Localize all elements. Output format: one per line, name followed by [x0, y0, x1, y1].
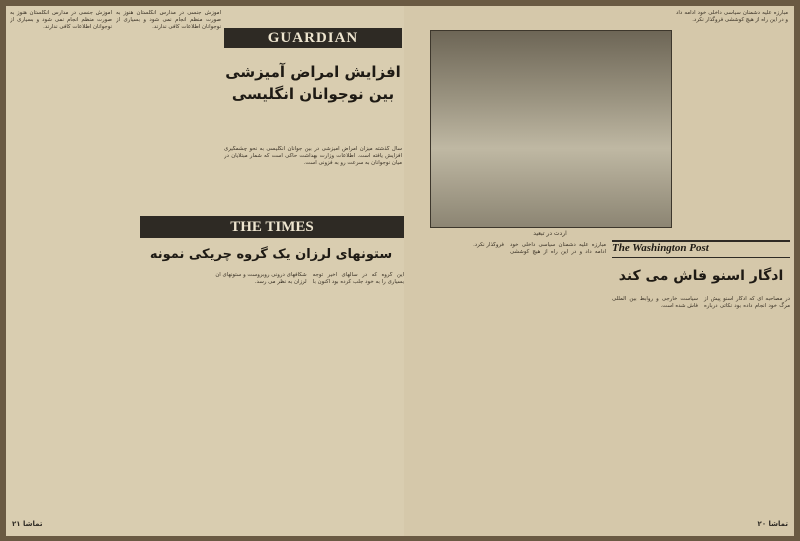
washington-post-masthead: The Washington Post: [612, 240, 790, 258]
guardian-masthead: GUARDIAN: [224, 28, 402, 48]
left-page: [6, 6, 404, 536]
washington-post-headline: ادگار اسنو فاش می کند: [618, 268, 784, 284]
magazine-logo: تماشا: [768, 520, 788, 528]
sidebar-column: آموزش جنسی در مدارس انگلستان هنوز به صورت منظم انجام نمی شود و بسیاری از نوجوانان اطلاعات کافی ندارند.: [116, 10, 221, 30]
guardian-body: سال گذشته میزان امراض آمیزشی در بین جوانان انگلیسی به نحو چشمگیری افزایش یافته است. اطلاعات وزارت بهداشت حاکی است که شمار مبتلایان در میان نوجوانان به سرعت رو به فزونی است.: [224, 146, 402, 166]
left-column: آموزش جنسی در مدارس انگلستان هنوز به صورت منظم انجام نمی شود و بسیاری از نوجوانان اطلاعات کافی ندارند.: [10, 10, 112, 30]
headline-line-2: بین نوجوانان انگلیسی: [231, 85, 395, 103]
right-page: [404, 6, 794, 536]
magazine-logo: تماشا: [22, 520, 43, 528]
page-number: ۲۰: [757, 520, 767, 528]
family-photo: [430, 30, 672, 228]
article-continuation: مبارزه علیه دشمنان سیاسی داخلی خود ادامه داد و در این راه از هیچ کوششی فروگذار نکرد.: [473, 242, 606, 255]
left-page-footer: [12, 520, 42, 528]
right-column: مبارزه علیه دشمنان سیاسی داخلی خود ادامه داد و در این راه از هیچ کوششی فروگذار نکرد.: [676, 10, 788, 23]
times-masthead: THE TIMES: [140, 216, 404, 238]
photo-caption: اردت در تبعید: [533, 230, 567, 237]
times-headline: ستونهای لرزان یک گروه چریکی نمونه: [149, 247, 393, 262]
page-number: ۲۱: [12, 520, 21, 528]
headline-line-1: افزایش امراض آمیزشی: [225, 63, 401, 81]
right-page-footer: [758, 520, 788, 528]
times-body: این گروه که در سالهای اخیر توجه بسیاری را به خود جلب کرده بود اکنون با شکافهای درونی روبروست و ستونهای آن لرزان به نظر می رسد.: [215, 272, 404, 285]
guardian-headline: [224, 61, 402, 105]
washington-post-body: در مصاحبه ای که ادگار اسنو پیش از مرگ خود انجام داده بود نکاتی درباره سیاست خارجی و روابط بین المللی فاش شده است.: [612, 296, 790, 309]
